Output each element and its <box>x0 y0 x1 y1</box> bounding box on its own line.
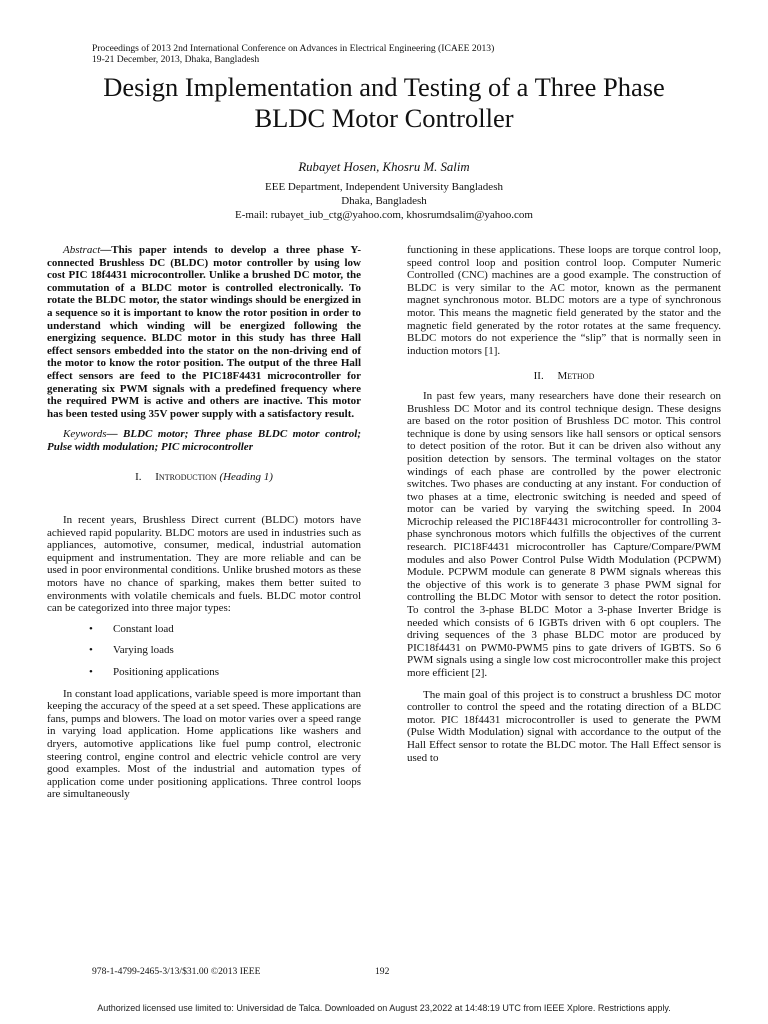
section-1-note: (Heading 1) <box>219 470 273 483</box>
abstract <box>47 244 361 420</box>
abstract-text: —This paper intends to develop a three phase Y-connected Brushless DC (BLDC) motor controller by using low cost PIC 18f4431 microcontroller. Unlike a brushed DC motor, the commutation of a BLDC motor is controlled electronically. To rotate the BLDC motor, the stator windings should be energized in a sequence so it is important to know the rotor position in order to understand which winding will be energized following the energizing sequence. BLDC motor in this study has three Hall effect sensors embedded into the stator on the non-driving end of the motor to know the rotor position. The output of the three Hall effect sensors are feed to the PIC18F4431 microcontroller for generating six PWM signals with a predefined frequency where the required PWM is active and others are inactive. This motor has been tested using 35V power supply with a satisfactory result. <box>47 244 361 420</box>
section-1-heading <box>47 471 361 484</box>
list-item-text: Positioning applications <box>113 666 220 679</box>
intro-paragraph-2: In constant load applications, variable speed is more important than keeping the accuracy of the speed at a set speed. These applications are fans, pumps and blowers. The load on motor varies over a speed range in varying load application. Home applications like washers and dryers, automotive applications like fuel pump control, electronic steering control, engine control and electric vehicle control are very good examples. Most of the industrial and automation types of application come under positioning applications. Three control loops are simultaneously <box>47 687 361 801</box>
abstract-lead: Abstract <box>63 244 101 256</box>
list-item <box>47 644 361 657</box>
load-types-list <box>47 623 361 679</box>
proceedings-line-1: Proceedings of 2013 2nd International Conference on Advances in Electrical Engineering (ICAEE 2013) <box>92 43 495 54</box>
bullet-icon: • <box>89 622 93 635</box>
keywords-text: — BLDC motor; Three phase BLDC motor control; Pulse width modulation; PIC microcontroller <box>47 428 361 453</box>
list-item-text: Varying loads <box>113 644 174 657</box>
proceedings-header <box>92 43 712 65</box>
continued-paragraph: functioning in these applications. These loops are torque control loop, speed control loop and position control loop. Computer Numeric Controlled (CNC) machines are a good example. The construction of BLDC is very similar to the AC motor, known as the permanent magnet synchronous motor. BLDC motors are a type of synchronous motor. This means the magnetic field generated by the stator and the magnetic field generated by the rotor rotates at the same frequency. BLDC motors do not experience the “slip” that is normally seen in induction motors [1]. <box>407 244 721 357</box>
section-2-number: II. <box>533 370 544 383</box>
copyright-isbn: 978-1-4799-2465-3/13/$31.00 ©2013 IEEE <box>92 966 261 977</box>
section-2-title: Method <box>557 370 595 383</box>
paper-title <box>40 72 728 134</box>
keywords-lead: Keywords <box>63 428 107 441</box>
list-item <box>47 623 361 636</box>
section-1-number: I. <box>135 470 142 483</box>
right-column <box>407 244 721 764</box>
list-item <box>47 666 361 679</box>
method-paragraph-2: The main goal of this project is to construct a brushless DC motor controller to control the speed and the rotating direction of a BLDC motor. PIC 18f4431 microcontroller is used to generate the PWM (Pulse Width Modulation) signal with accordance to the output of the Hall Effect sensor to rotate the BLDC motor. The Hall Effect sensor is used to <box>407 688 721 764</box>
left-column <box>47 244 361 801</box>
affiliation-city: Dhaka, Bangladesh <box>341 195 427 207</box>
list-item-text: Constant load <box>113 622 174 635</box>
paper-title-line-1: Design Implementation and Testing of a Three Phase <box>103 72 665 102</box>
bullet-icon: • <box>89 666 93 679</box>
proceedings-line-2: 19-21 December, 2013, Dhaka, Bangladesh <box>92 54 260 65</box>
authors: Rubayet Hosen, Khosru M. Salim <box>298 160 470 174</box>
affiliation-email: E-mail: rubayet_iub_ctg@yahoo.com, khosrumdsalim@yahoo.com <box>235 209 533 221</box>
intro-paragraph-1: In recent years, Brushless Direct current (BLDC) motors have achieved rapid popularity. BLDC motors are used in industries such as appliances, automotive, consumer, medical, industrial automation equipment and instrumentation. They are more reliable and can be used in poor environmental conditions. Unlike brushed motors as these motors have no chance of sparking, makes them better suited to environments with volatile chemicals and fuels. BLDC motor control can be categorized into three major types: <box>47 514 361 615</box>
paper-title-line-2: BLDC Motor Controller <box>254 103 514 133</box>
section-1-title: Introduction <box>155 470 217 483</box>
keywords <box>47 428 361 453</box>
section-2-heading <box>407 370 721 383</box>
page-number: 192 <box>375 966 390 977</box>
bullet-icon: • <box>89 644 93 657</box>
affiliation-dept: EEE Department, Independent University Bangladesh <box>265 181 503 193</box>
affiliation <box>0 180 768 222</box>
license-notice: Authorized licensed use limited to: Universidad de Talca. Downloaded on August 23,2022 at 14:48:19 UTC from IEEE Xplore. Restrictions apply. <box>97 1003 671 1013</box>
method-paragraph-1: In past few years, many researchers have done their research on Brushless DC Motor and its control technique design. These designs are based on the rotor position of Brushless DC motor. This control technique is done by using sensors like hall sensors or optical sensors to detect position of the rotor. But it can be driven also without any position detection by sensors. The terminal voltages on the stator windings of each phase are controlled by the power electronic switches. Two phases are conducting at any instant. For conduction of two phases at a time, electronic switching is needed and speed of motor can be varied by varying the switching speed. In 2004 Microchip released the PIC18F4431 microcontroller for controlling 3-phase synchronous motors which fulfills the objectives of the current research. PIC18F4431 microcontroller has Capture/Compare/PWM modules and also Power Control Pulse Width Modulation (PCPWM) Module. PCPWM module can generate 8 PWM signals whereas this the objective of this work is to generate 3 phase PWM signal for controlling the BLDC Motor with sensor to detect the rotor position. To control the 3-phase BLDC Motor a 3-phase Inverter Bridge is needed which consists of 6 IGBTs driven with 6 opt couplers. The driving sequences of the 3 phase BLDC motor are produced by PIC18f4431 on PWM0-PWM5 pins to gate drivers of IGBTS. So 6 PWM signals using a single low cost microcontroller make this project more efficient [2]. <box>407 389 721 679</box>
